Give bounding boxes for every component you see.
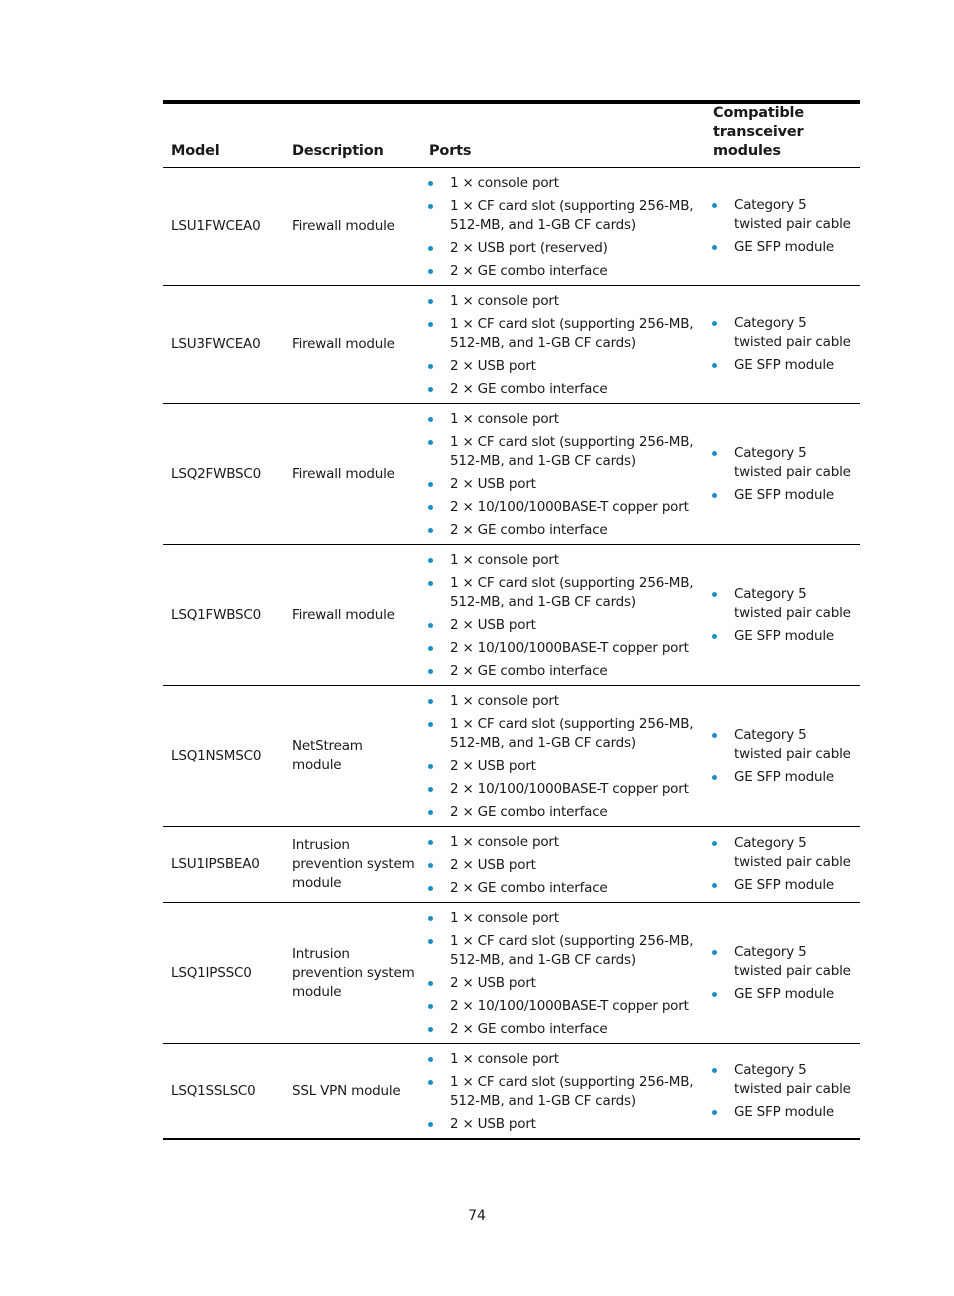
bullet-icon <box>712 203 717 208</box>
port-item-text: 2 × 10/100/1000BASE-T copper port <box>450 781 689 797</box>
bullet-icon <box>428 840 433 845</box>
bullet-icon <box>428 981 433 986</box>
transceiver-item-list <box>711 585 856 646</box>
port-item <box>427 239 701 258</box>
transceiver-item-text: GE SFP module <box>734 239 835 255</box>
transceiver-item <box>711 627 856 646</box>
bullet-icon <box>428 482 433 487</box>
trans-cell <box>705 545 860 686</box>
transceiver-item <box>711 444 856 482</box>
port-item-text: 2 × GE combo interface <box>450 381 608 397</box>
port-item <box>427 833 701 852</box>
port-item-text: 1 × console port <box>450 293 559 309</box>
port-item-list <box>427 551 701 681</box>
transceiver-item <box>711 985 856 1004</box>
port-item <box>427 292 701 311</box>
bullet-icon <box>428 699 433 704</box>
ports-cell <box>421 827 705 903</box>
bullet-icon <box>712 992 717 997</box>
transceiver-item <box>711 238 856 257</box>
bullet-icon <box>428 299 433 304</box>
port-item-text: 2 × GE combo interface <box>450 1021 608 1037</box>
port-item-text: 1 × console port <box>450 693 559 709</box>
bullet-icon <box>712 321 717 326</box>
transceiver-item-text: GE SFP module <box>734 357 835 373</box>
transceiver-item-list <box>711 1061 856 1122</box>
transceiver-item <box>711 726 856 764</box>
port-item-text: 1 × console port <box>450 411 559 427</box>
bullet-icon <box>712 841 717 846</box>
bullet-icon <box>428 1122 433 1127</box>
port-item <box>427 197 701 235</box>
module-specs-table <box>163 100 860 1140</box>
transceiver-item-text: Category 5 twisted pair cable <box>734 726 851 762</box>
transceiver-item-list <box>711 726 856 787</box>
ports-cell <box>421 168 705 286</box>
bullet-icon <box>428 322 433 327</box>
port-item-list <box>427 692 701 822</box>
port-item <box>427 879 701 898</box>
transceiver-item-list <box>711 834 856 895</box>
bullet-icon <box>712 775 717 780</box>
description-cell: Firewall module <box>284 404 421 545</box>
model-cell: LSQ1IPSSC0 <box>163 903 284 1044</box>
table-row <box>163 827 860 903</box>
model-cell: LSQ1NSMSC0 <box>163 686 284 827</box>
bullet-icon <box>428 181 433 186</box>
transceiver-item-text: Category 5 twisted pair cable <box>734 197 851 232</box>
page-number: 74 <box>468 1208 486 1224</box>
bullet-icon <box>428 505 433 510</box>
port-item <box>427 616 701 635</box>
port-item-list <box>427 833 701 898</box>
bullet-icon <box>428 787 433 792</box>
bullet-icon <box>428 528 433 533</box>
model-cell: LSQ2FWBSC0 <box>163 404 284 545</box>
port-item <box>427 1073 701 1111</box>
port-item <box>427 715 701 753</box>
port-item <box>427 262 701 281</box>
header-ports: Ports <box>421 102 705 168</box>
model-cell: LSU1FWCEA0 <box>163 168 284 286</box>
transceiver-item-list <box>711 314 856 375</box>
transceiver-item-list <box>711 196 856 257</box>
model-cell: LSU3FWCEA0 <box>163 286 284 404</box>
bullet-icon <box>428 558 433 563</box>
port-item <box>427 909 701 928</box>
port-item-list <box>427 1050 701 1134</box>
transceiver-item <box>711 585 856 623</box>
trans-cell <box>705 286 860 404</box>
port-item <box>427 803 701 822</box>
bullet-icon <box>428 1027 433 1032</box>
description-cell: Firewall module <box>284 286 421 404</box>
bullet-icon <box>428 581 433 586</box>
port-item-list <box>427 909 701 1039</box>
port-item <box>427 780 701 799</box>
table-row <box>163 545 860 686</box>
port-item-text: 1 × console port <box>450 552 559 568</box>
transceiver-item-text: Category 5 twisted pair cable <box>734 835 851 870</box>
bullet-icon <box>428 269 433 274</box>
description-cell: SSL VPN module <box>284 1044 421 1140</box>
port-item <box>427 357 701 376</box>
bullet-icon <box>428 364 433 369</box>
port-item-text: 2 × USB port <box>450 1116 536 1132</box>
bullet-icon <box>712 883 717 888</box>
bullet-icon <box>428 810 433 815</box>
bullet-icon <box>712 950 717 955</box>
bullet-icon <box>712 592 717 597</box>
port-item <box>427 521 701 540</box>
port-item <box>427 757 701 776</box>
port-item-text: 2 × USB port <box>450 476 536 492</box>
bullet-icon <box>712 1110 717 1115</box>
header-model: Model <box>163 102 284 168</box>
transceiver-item <box>711 1061 856 1099</box>
port-item-text: 1 × CF card slot (supporting 256-MB, 512-MB, and 1-GB CF cards) <box>450 316 694 351</box>
table-row <box>163 168 860 286</box>
description-cell: Intrusion prevention system module <box>284 827 421 903</box>
bullet-icon <box>428 440 433 445</box>
port-item-text: 2 × USB port <box>450 758 536 774</box>
port-item-text: 2 × USB port <box>450 617 536 633</box>
transceiver-item-text: Category 5 twisted pair cable <box>734 315 851 350</box>
trans-cell <box>705 827 860 903</box>
transceiver-item <box>711 1103 856 1122</box>
trans-cell <box>705 168 860 286</box>
port-item <box>427 1115 701 1134</box>
transceiver-item <box>711 834 856 872</box>
port-item-text: 2 × GE combo interface <box>450 663 608 679</box>
transceiver-item-text: GE SFP module <box>734 627 835 644</box>
port-item-list <box>427 410 701 540</box>
port-item-list <box>427 292 701 399</box>
bullet-icon <box>428 939 433 944</box>
transceiver-item-text: Category 5 twisted pair cable <box>734 585 851 621</box>
table-row <box>163 903 860 1044</box>
port-item-text: 1 × CF card slot (supporting 256-MB, 512-MB, and 1-GB CF cards) <box>450 716 694 751</box>
port-item <box>427 662 701 681</box>
description-cell: Firewall module <box>284 168 421 286</box>
bullet-icon <box>712 1068 717 1073</box>
port-item <box>427 856 701 875</box>
port-item-text: 1 × CF card slot (supporting 256-MB, 512-MB, and 1-GB CF cards) <box>450 933 694 968</box>
trans-cell <box>705 686 860 827</box>
port-item <box>427 1020 701 1039</box>
port-item <box>427 380 701 399</box>
transceiver-item <box>711 486 856 505</box>
port-item-text: 2 × USB port <box>450 857 536 873</box>
port-item-text: 2 × 10/100/1000BASE-T copper port <box>450 998 689 1014</box>
transceiver-item-text: Category 5 twisted pair cable <box>734 444 851 480</box>
ports-cell <box>421 404 705 545</box>
bullet-icon <box>428 722 433 727</box>
ports-cell <box>421 686 705 827</box>
transceiver-item <box>711 768 856 787</box>
bullet-icon <box>428 916 433 921</box>
bullet-icon <box>712 634 717 639</box>
bullet-icon <box>428 1080 433 1085</box>
port-item-text: 2 × USB port <box>450 975 536 991</box>
transceiver-item-text: Category 5 twisted pair cable <box>734 943 851 979</box>
ports-cell <box>421 545 705 686</box>
bullet-icon <box>428 623 433 628</box>
port-item <box>427 433 701 471</box>
port-item-text: 1 × CF card slot (supporting 256-MB, 512-MB, and 1-GB CF cards) <box>450 575 694 610</box>
table-row <box>163 686 860 827</box>
port-item-text: 2 × GE combo interface <box>450 263 608 279</box>
transceiver-item-list <box>711 444 856 505</box>
bullet-icon <box>428 417 433 422</box>
bullet-icon <box>428 764 433 769</box>
trans-cell <box>705 903 860 1044</box>
description-cell: NetStream module <box>284 686 421 827</box>
table-row <box>163 1044 860 1140</box>
transceiver-item <box>711 876 856 895</box>
port-item <box>427 692 701 711</box>
port-item-text: 1 × console port <box>450 175 559 191</box>
port-item-text: 2 × GE combo interface <box>450 804 608 820</box>
ports-cell <box>421 1044 705 1140</box>
bullet-icon <box>712 363 717 368</box>
model-cell: LSQ1SSLSC0 <box>163 1044 284 1140</box>
bullet-icon <box>428 246 433 251</box>
port-item-text: 2 × 10/100/1000BASE-T copper port <box>450 640 689 656</box>
trans-cell <box>705 1044 860 1140</box>
port-item-text: 2 × 10/100/1000BASE-T copper port <box>450 499 689 515</box>
port-item <box>427 174 701 193</box>
port-item-text: 1 × console port <box>450 1051 559 1067</box>
port-item <box>427 1050 701 1069</box>
bullet-icon <box>712 451 717 456</box>
port-item <box>427 498 701 517</box>
port-item <box>427 315 701 353</box>
port-item-text: 1 × console port <box>450 910 559 926</box>
transceiver-item-list <box>711 943 856 1004</box>
port-item <box>427 974 701 993</box>
port-item-text: 2 × GE combo interface <box>450 880 608 896</box>
port-item <box>427 574 701 612</box>
transceiver-item <box>711 943 856 981</box>
port-item <box>427 932 701 970</box>
port-item-text: 2 × USB port (reserved) <box>450 240 608 256</box>
bullet-icon <box>712 733 717 738</box>
description-cell: Firewall module <box>284 545 421 686</box>
transceiver-item-text: GE SFP module <box>734 877 835 893</box>
bullet-icon <box>428 669 433 674</box>
port-item <box>427 997 701 1016</box>
bullet-icon <box>428 646 433 651</box>
table-header-row <box>163 102 860 168</box>
ports-cell <box>421 286 705 404</box>
bullet-icon <box>428 387 433 392</box>
description-cell: Intrusion prevention system module <box>284 903 421 1044</box>
port-item-text: 1 × CF card slot (supporting 256-MB, 512-MB, and 1-GB CF cards) <box>450 1074 694 1109</box>
ports-cell <box>421 903 705 1044</box>
port-item-text: 1 × CF card slot (supporting 256-MB, 512-MB, and 1-GB CF cards) <box>450 434 694 469</box>
table-row <box>163 286 860 404</box>
port-item-text: 2 × GE combo interface <box>450 522 608 538</box>
port-item-text: 1 × CF card slot (supporting 256-MB, 512-MB, and 1-GB CF cards) <box>450 198 694 233</box>
bullet-icon <box>428 1057 433 1062</box>
bullet-icon <box>712 245 717 250</box>
transceiver-item-text: GE SFP module <box>734 985 835 1002</box>
transceiver-item-text: GE SFP module <box>734 1103 835 1120</box>
transceiver-item-text: GE SFP module <box>734 768 835 785</box>
port-item-list <box>427 174 701 281</box>
bullet-icon <box>428 204 433 209</box>
transceiver-item <box>711 314 856 352</box>
port-item <box>427 475 701 494</box>
table-row <box>163 404 860 545</box>
bullet-icon <box>428 1004 433 1009</box>
bullet-icon <box>428 886 433 891</box>
port-item <box>427 639 701 658</box>
transceiver-item <box>711 356 856 375</box>
transceiver-item <box>711 196 856 234</box>
bullet-icon <box>428 863 433 868</box>
port-item-text: 1 × console port <box>450 834 559 850</box>
port-item-text: 2 × USB port <box>450 358 536 374</box>
header-description: Description <box>284 102 421 168</box>
model-cell: LSQ1FWBSC0 <box>163 545 284 686</box>
model-cell: LSU1IPSBEA0 <box>163 827 284 903</box>
header-transceivers: Compatible transceiver modules <box>705 102 860 168</box>
transceiver-item-text: GE SFP module <box>734 486 835 503</box>
trans-cell <box>705 404 860 545</box>
transceiver-item-text: Category 5 twisted pair cable <box>734 1061 851 1097</box>
bullet-icon <box>712 493 717 498</box>
port-item <box>427 551 701 570</box>
port-item <box>427 410 701 429</box>
